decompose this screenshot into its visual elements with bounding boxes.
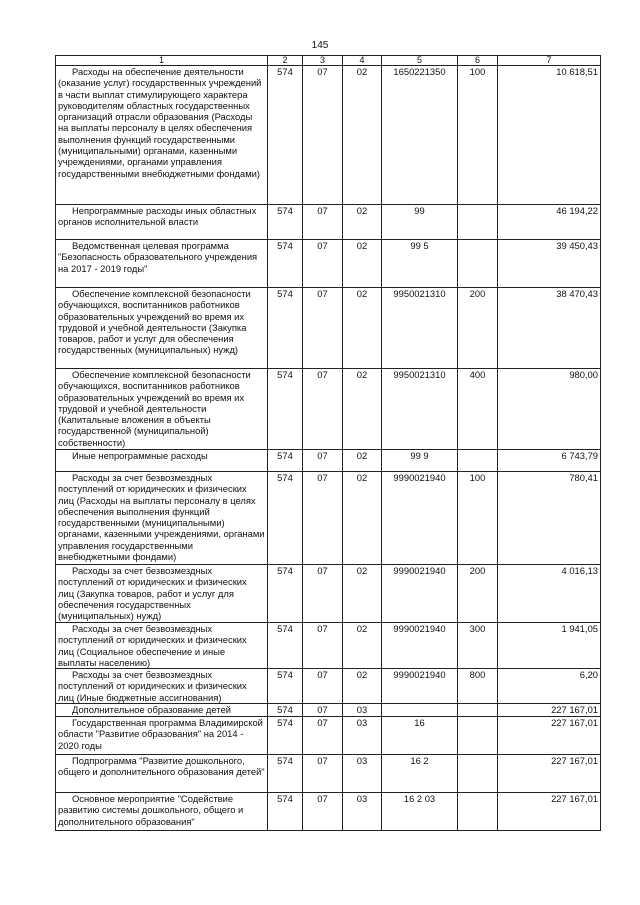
table-row [56, 472, 601, 565]
row-vr: 400 [458, 369, 498, 450]
row-vr: 100 [458, 472, 498, 565]
row-sum: 980,00 [498, 369, 601, 450]
row-name: Государственная программа Владимирской области "Развитие образования" на 2014 - 2020 годы [56, 717, 268, 755]
row-csr: 9950021310 [382, 369, 458, 450]
row-vr: 200 [458, 288, 498, 369]
row-pr: 03 [343, 704, 382, 717]
row-name: Дополнительное образование детей [56, 704, 268, 717]
row-sum: 227 167,01 [498, 717, 601, 755]
row-csr: 16 [382, 717, 458, 755]
row-csr: 9950021310 [382, 288, 458, 369]
row-rz: 07 [303, 369, 343, 450]
row-rz: 07 [303, 66, 343, 205]
row-sum: 227 167,01 [498, 704, 601, 717]
table-row [56, 288, 601, 369]
row-ved: 574 [268, 755, 303, 793]
row-name: Основное мероприятие "Содействие развитию системы дошкольного, общего и дополнительного образования" [56, 793, 268, 831]
row-vr [458, 450, 498, 472]
table-row [56, 450, 601, 472]
row-rz: 07 [303, 565, 343, 623]
column-number-header [56, 56, 601, 66]
row-sum: 6,20 [498, 669, 601, 704]
row-pr: 02 [343, 565, 382, 623]
row-sum: 227 167,01 [498, 793, 601, 831]
table-row [56, 565, 601, 623]
row-pr: 02 [343, 205, 382, 240]
row-csr: 9990021940 [382, 565, 458, 623]
row-pr: 02 [343, 369, 382, 450]
row-rz: 07 [303, 472, 343, 565]
row-sum: 10 618,51 [498, 66, 601, 205]
col-header-3: 3 [303, 56, 343, 66]
table-row [56, 793, 601, 831]
row-name: Расходы за счет безвозмездных поступлений от юридических и физических лиц (Социальное обеспечение и иные выплаты населению) [56, 623, 268, 669]
row-vr: 200 [458, 565, 498, 623]
row-vr: 800 [458, 669, 498, 704]
row-vr [458, 755, 498, 793]
table-row [56, 669, 601, 704]
col-header-7: 7 [498, 56, 601, 66]
col-header-4: 4 [343, 56, 382, 66]
budget-table [55, 55, 601, 831]
row-ved: 574 [268, 66, 303, 205]
col-header-1: 1 [56, 56, 268, 66]
row-name: Обеспечение комплексной безопасности обучающихся, воспитанников работников образовательных учреждений во время их трудовой и учебной деятельности (Капитальные вложения в объекты государственной (муниципальной) собственности) [56, 369, 268, 450]
row-ved: 574 [268, 450, 303, 472]
row-name: Расходы на обеспечение деятельности (оказание услуг) государственных учреждений в части выплат стимулирующего характера руководителям областных государственных организаций отрасли образования (Расходы на выплаты персоналу в целях обеспечения выполнения функций государственными (муниципальными) органами, казенными учреждениями, органами управления государственными внебюджетными фондами) [56, 66, 268, 205]
row-pr: 02 [343, 669, 382, 704]
row-ved: 574 [268, 565, 303, 623]
row-sum: 6 743,79 [498, 450, 601, 472]
row-name: Расходы за счет безвозмездных поступлений от юридических и физических лиц (Закупка товаров, работ и услуг для обеспечения государственных (муниципальных) нужд) [56, 565, 268, 623]
row-csr: 99 [382, 205, 458, 240]
row-vr [458, 205, 498, 240]
row-sum: 38 470,43 [498, 288, 601, 369]
row-csr: 99 5 [382, 240, 458, 288]
row-pr: 03 [343, 755, 382, 793]
row-ved: 574 [268, 472, 303, 565]
row-name: Расходы за счет безвозмездных поступлений от юридических и физических лиц (Иные бюджетные ассигнования) [56, 669, 268, 704]
row-ved: 574 [268, 717, 303, 755]
row-csr: 16 2 03 [382, 793, 458, 831]
row-pr: 02 [343, 240, 382, 288]
row-csr: 16 2 [382, 755, 458, 793]
row-rz: 07 [303, 205, 343, 240]
row-name: Ведомственная целевая программа "Безопасность образовательного учреждения на 2017 - 2019 годы" [56, 240, 268, 288]
row-sum: 1 941,05 [498, 623, 601, 669]
row-vr [458, 704, 498, 717]
row-vr [458, 240, 498, 288]
row-vr: 300 [458, 623, 498, 669]
row-pr: 03 [343, 793, 382, 831]
row-ved: 574 [268, 704, 303, 717]
row-sum: 4 016,13 [498, 565, 601, 623]
col-header-5: 5 [382, 56, 458, 66]
row-pr: 02 [343, 288, 382, 369]
row-name: Подпрограмма "Развитие дошкольного, общего и дополнительного образования детей" [56, 755, 268, 793]
row-pr: 03 [343, 717, 382, 755]
row-rz: 07 [303, 669, 343, 704]
row-pr: 02 [343, 450, 382, 472]
col-header-6: 6 [458, 56, 498, 66]
row-rz: 07 [303, 240, 343, 288]
row-sum: 46 194,22 [498, 205, 601, 240]
row-ved: 574 [268, 369, 303, 450]
row-name: Непрограммные расходы иных областных органов исполнительной власти [56, 205, 268, 240]
row-ved: 574 [268, 205, 303, 240]
page-number: 145 [311, 40, 329, 51]
row-sum: 780,41 [498, 472, 601, 565]
table-row [56, 240, 601, 288]
row-name: Иные непрограммные расходы [56, 450, 268, 472]
row-pr: 02 [343, 623, 382, 669]
row-ved: 574 [268, 669, 303, 704]
row-csr: 9990021940 [382, 472, 458, 565]
row-csr: 9990021940 [382, 623, 458, 669]
row-ved: 574 [268, 240, 303, 288]
row-rz: 07 [303, 623, 343, 669]
row-pr: 02 [343, 472, 382, 565]
row-csr: 9990021940 [382, 669, 458, 704]
row-name: Обеспечение комплексной безопасности обучающихся, воспитанников работников образовательных учреждений во время их трудовой и учебной деятельности (Закупка товаров, работ и услуг для обеспечения государственных (муниципальных) нужд) [56, 288, 268, 369]
row-rz: 07 [303, 755, 343, 793]
row-vr: 100 [458, 66, 498, 205]
row-csr: 1650221350 [382, 66, 458, 205]
table-row [56, 66, 601, 205]
row-csr [382, 704, 458, 717]
row-ved: 574 [268, 793, 303, 831]
table-row [56, 704, 601, 717]
row-vr [458, 793, 498, 831]
row-rz: 07 [303, 717, 343, 755]
row-pr: 02 [343, 66, 382, 205]
row-rz: 07 [303, 793, 343, 831]
table-row [56, 623, 601, 669]
row-csr: 99 9 [382, 450, 458, 472]
table-row [56, 717, 601, 755]
row-sum: 227 167,01 [498, 755, 601, 793]
row-rz: 07 [303, 704, 343, 717]
row-ved: 574 [268, 288, 303, 369]
row-ved: 574 [268, 623, 303, 669]
row-name: Расходы за счет безвозмездных поступлений от юридических и физических лиц (Расходы на выплаты персоналу в целях обеспечения выполнения функций государственными (муниципальными) органами, казенными учреждениями, органами управления государственными внебюджетными фондами) [56, 472, 268, 565]
table-row [56, 369, 601, 450]
row-rz: 07 [303, 288, 343, 369]
table-row [56, 205, 601, 240]
row-sum: 39 450,43 [498, 240, 601, 288]
col-header-2: 2 [268, 56, 303, 66]
table-row [56, 755, 601, 793]
row-rz: 07 [303, 450, 343, 472]
row-vr [458, 717, 498, 755]
